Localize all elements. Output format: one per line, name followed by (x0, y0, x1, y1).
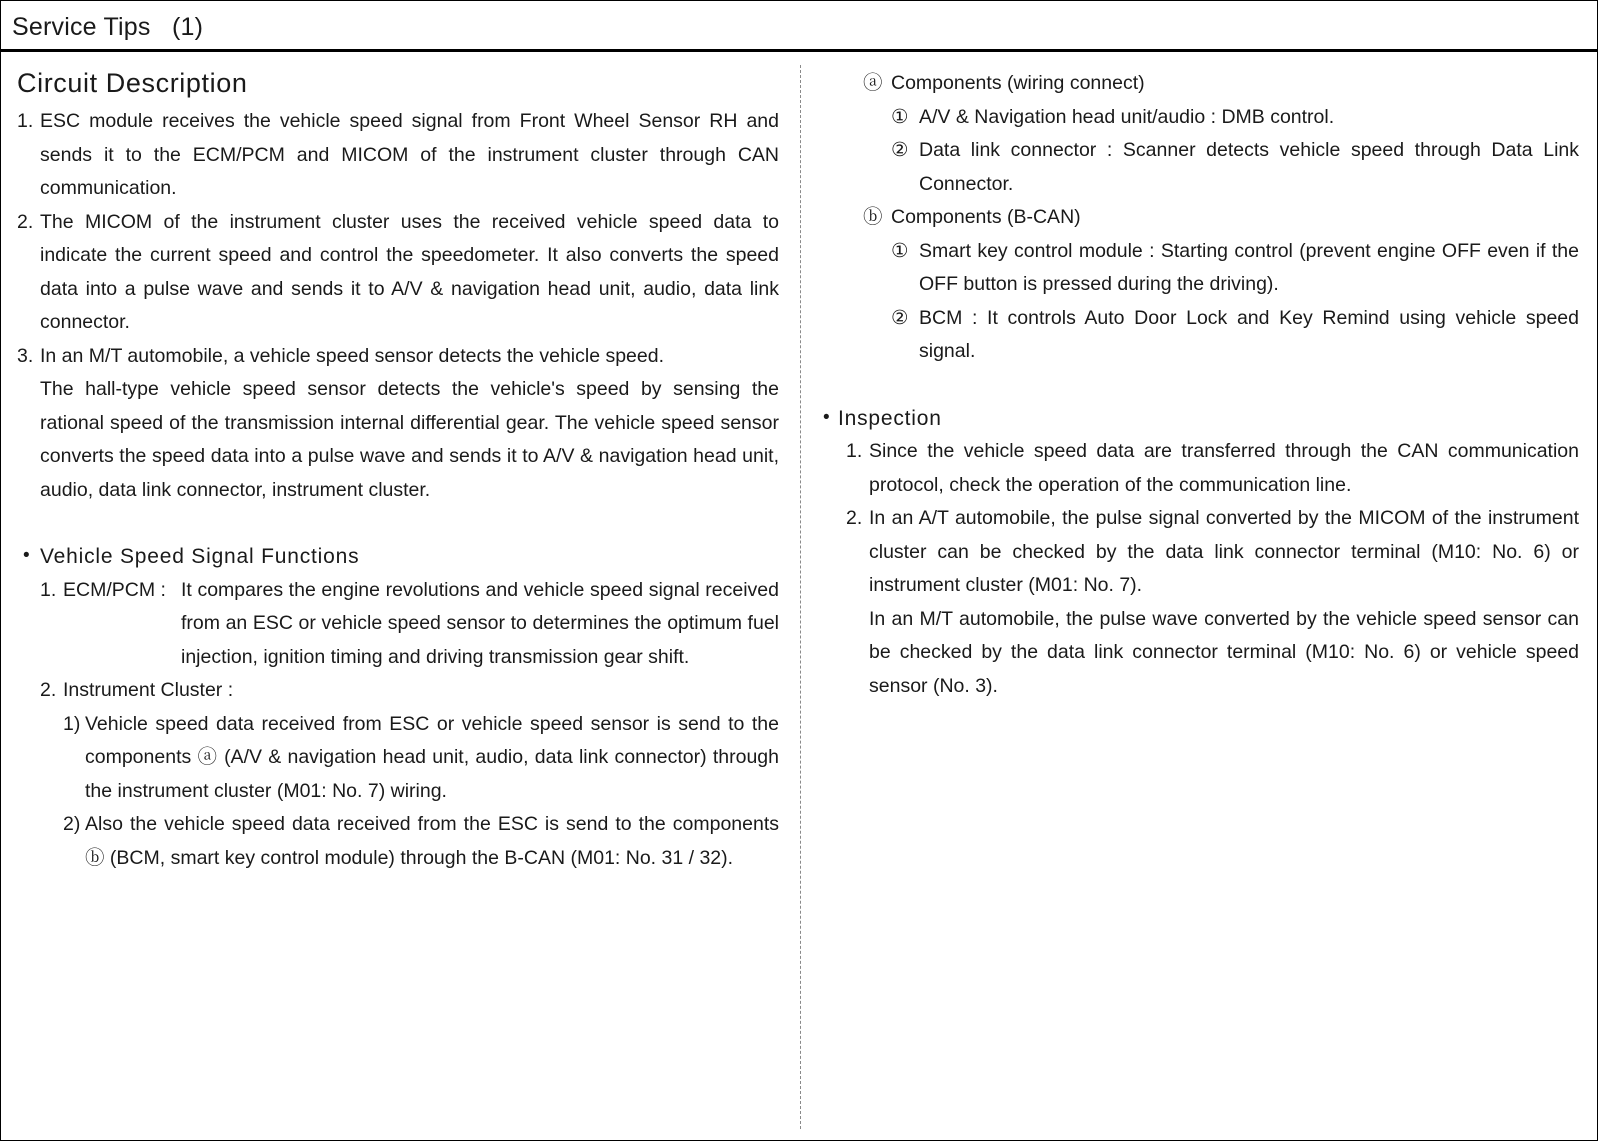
function-item-1 (17, 574, 779, 675)
function-label: ECM/PCM : (63, 578, 166, 601)
components-a-title: Components (wiring connect) (891, 72, 1145, 94)
component-text: BCM : It controls Auto Door Lock and Key Remind using vehicle speed signal. (919, 306, 1579, 362)
components-a-item-1 (863, 101, 1579, 135)
circuit-item-3 (17, 340, 779, 374)
page-title: Service Tips (1) (12, 13, 204, 41)
right-column (823, 67, 1579, 703)
item-number: 3. (17, 344, 34, 367)
circuit-item-2 (17, 206, 779, 340)
inspection-item-2-continuation: In an M/T automobile, the pulse wave converted by the vehicle speed sensor can be checked by the data link connector terminal (M10: No. 6) or vehicle speed sensor (No. 3). (869, 607, 1579, 697)
inspection-title: Inspection (838, 406, 942, 430)
components-a-heading (863, 67, 1579, 101)
subitem-number: 1) (63, 712, 81, 735)
components-b-heading (863, 201, 1579, 235)
item-text: In an M/T automobile, a vehicle speed sensor detects the vehicle speed. (40, 344, 665, 367)
components-b-item-2 (863, 302, 1579, 369)
components-a-item-2 (863, 134, 1579, 201)
left-column (17, 63, 779, 875)
item-number: 1. (846, 440, 863, 462)
page-header (1, 1, 1597, 52)
functions-heading (17, 540, 779, 574)
component-text: Data link connector : Scanner detects vehicle speed through Data Link Connector. (919, 139, 1579, 195)
subitem-text: Also the vehicle speed data received from the ESC is send to the components ⓑ (BCM, smart key control module) through the B-CAN (M01: No. 31 / 32). (85, 813, 779, 869)
function-item-2 (17, 674, 779, 708)
function-subitem-1 (17, 708, 779, 809)
circled-a-icon: ⓐ (863, 72, 883, 94)
circuit-description-title: Circuit Description (17, 68, 248, 98)
circled-2-icon: ② (891, 306, 909, 329)
circled-b-icon: ⓑ (863, 206, 883, 228)
inspection-item-2 (846, 502, 1579, 603)
circled-1-icon: ① (891, 239, 909, 262)
circled-2-icon: ② (891, 139, 909, 161)
components-b-item-1 (863, 235, 1579, 302)
subitem-text: Vehicle speed data received from ESC or vehicle speed sensor is send to the components ⓐ (A/V & navigation head unit, audio, data link connector) through the instrument cluster (M01: No. 7) wiring. (85, 712, 779, 802)
components-section (823, 67, 1579, 369)
circuit-item-1 (17, 105, 779, 206)
item-text: The MICOM of the instrument cluster uses the received vehicle speed data to indicate the current speed and control the speedometer. It also converts the speed data into a pulse wave and sends it to A/V & navigation head unit, audio, data link connector. (40, 210, 779, 333)
item-text: ESC module receives the vehicle speed signal from Front Wheel Sensor RH and sends it to the ECM/PCM and MICOM of the instrument cluster through CAN communication. (40, 110, 779, 199)
column-divider (800, 65, 801, 1129)
inspection-item-1 (846, 435, 1579, 502)
component-text: Smart key control module : Starting control (prevent engine OFF even if the OFF button is pressed during the driving). (919, 239, 1579, 295)
inspection-heading (823, 402, 1579, 436)
functions-title: Vehicle Speed Signal Functions (40, 545, 360, 568)
component-text: A/V & Navigation head unit/audio : DMB control. (919, 105, 1335, 128)
item-number: 1. (17, 110, 34, 132)
circled-1-icon: ① (891, 105, 909, 128)
item-number: 2. (846, 507, 863, 529)
item-text: In an A/T automobile, the pulse signal converted by the MICOM of the instrument cluster can be checked by the data link connector terminal (M10: No. 6) or instrument cluster (M01: No. 7). (869, 507, 1579, 596)
item-number: 2. (40, 679, 57, 701)
item-number: 2. (17, 210, 34, 233)
components-b-title: Components (B-CAN) (891, 206, 1081, 228)
function-text: It compares the engine revolutions and vehicle speed signal received from an ESC or vehicle speed sensor to determines the optimum fuel injection, ignition timing and driving transmission gear shift. (181, 578, 779, 668)
bullet-icon: • (23, 545, 31, 566)
function-label: Instrument Cluster : (63, 679, 234, 701)
item-text: Since the vehicle speed data are transferred through the CAN communication protocol, check the operation of the communication line. (869, 440, 1579, 496)
circuit-item-3-continuation: The hall-type vehicle speed sensor detects the vehicle's speed by sensing the rational speed of the transmission internal differential gear. The vehicle speed sensor converts the speed data into a pulse wave and sends it to A/V & navigation head unit, audio, data link connector, instrument cluster. (40, 378, 779, 501)
item-number: 1. (40, 578, 57, 601)
subitem-number: 2) (63, 813, 81, 835)
function-subitem-2 (17, 808, 779, 875)
bullet-icon: • (823, 406, 831, 428)
